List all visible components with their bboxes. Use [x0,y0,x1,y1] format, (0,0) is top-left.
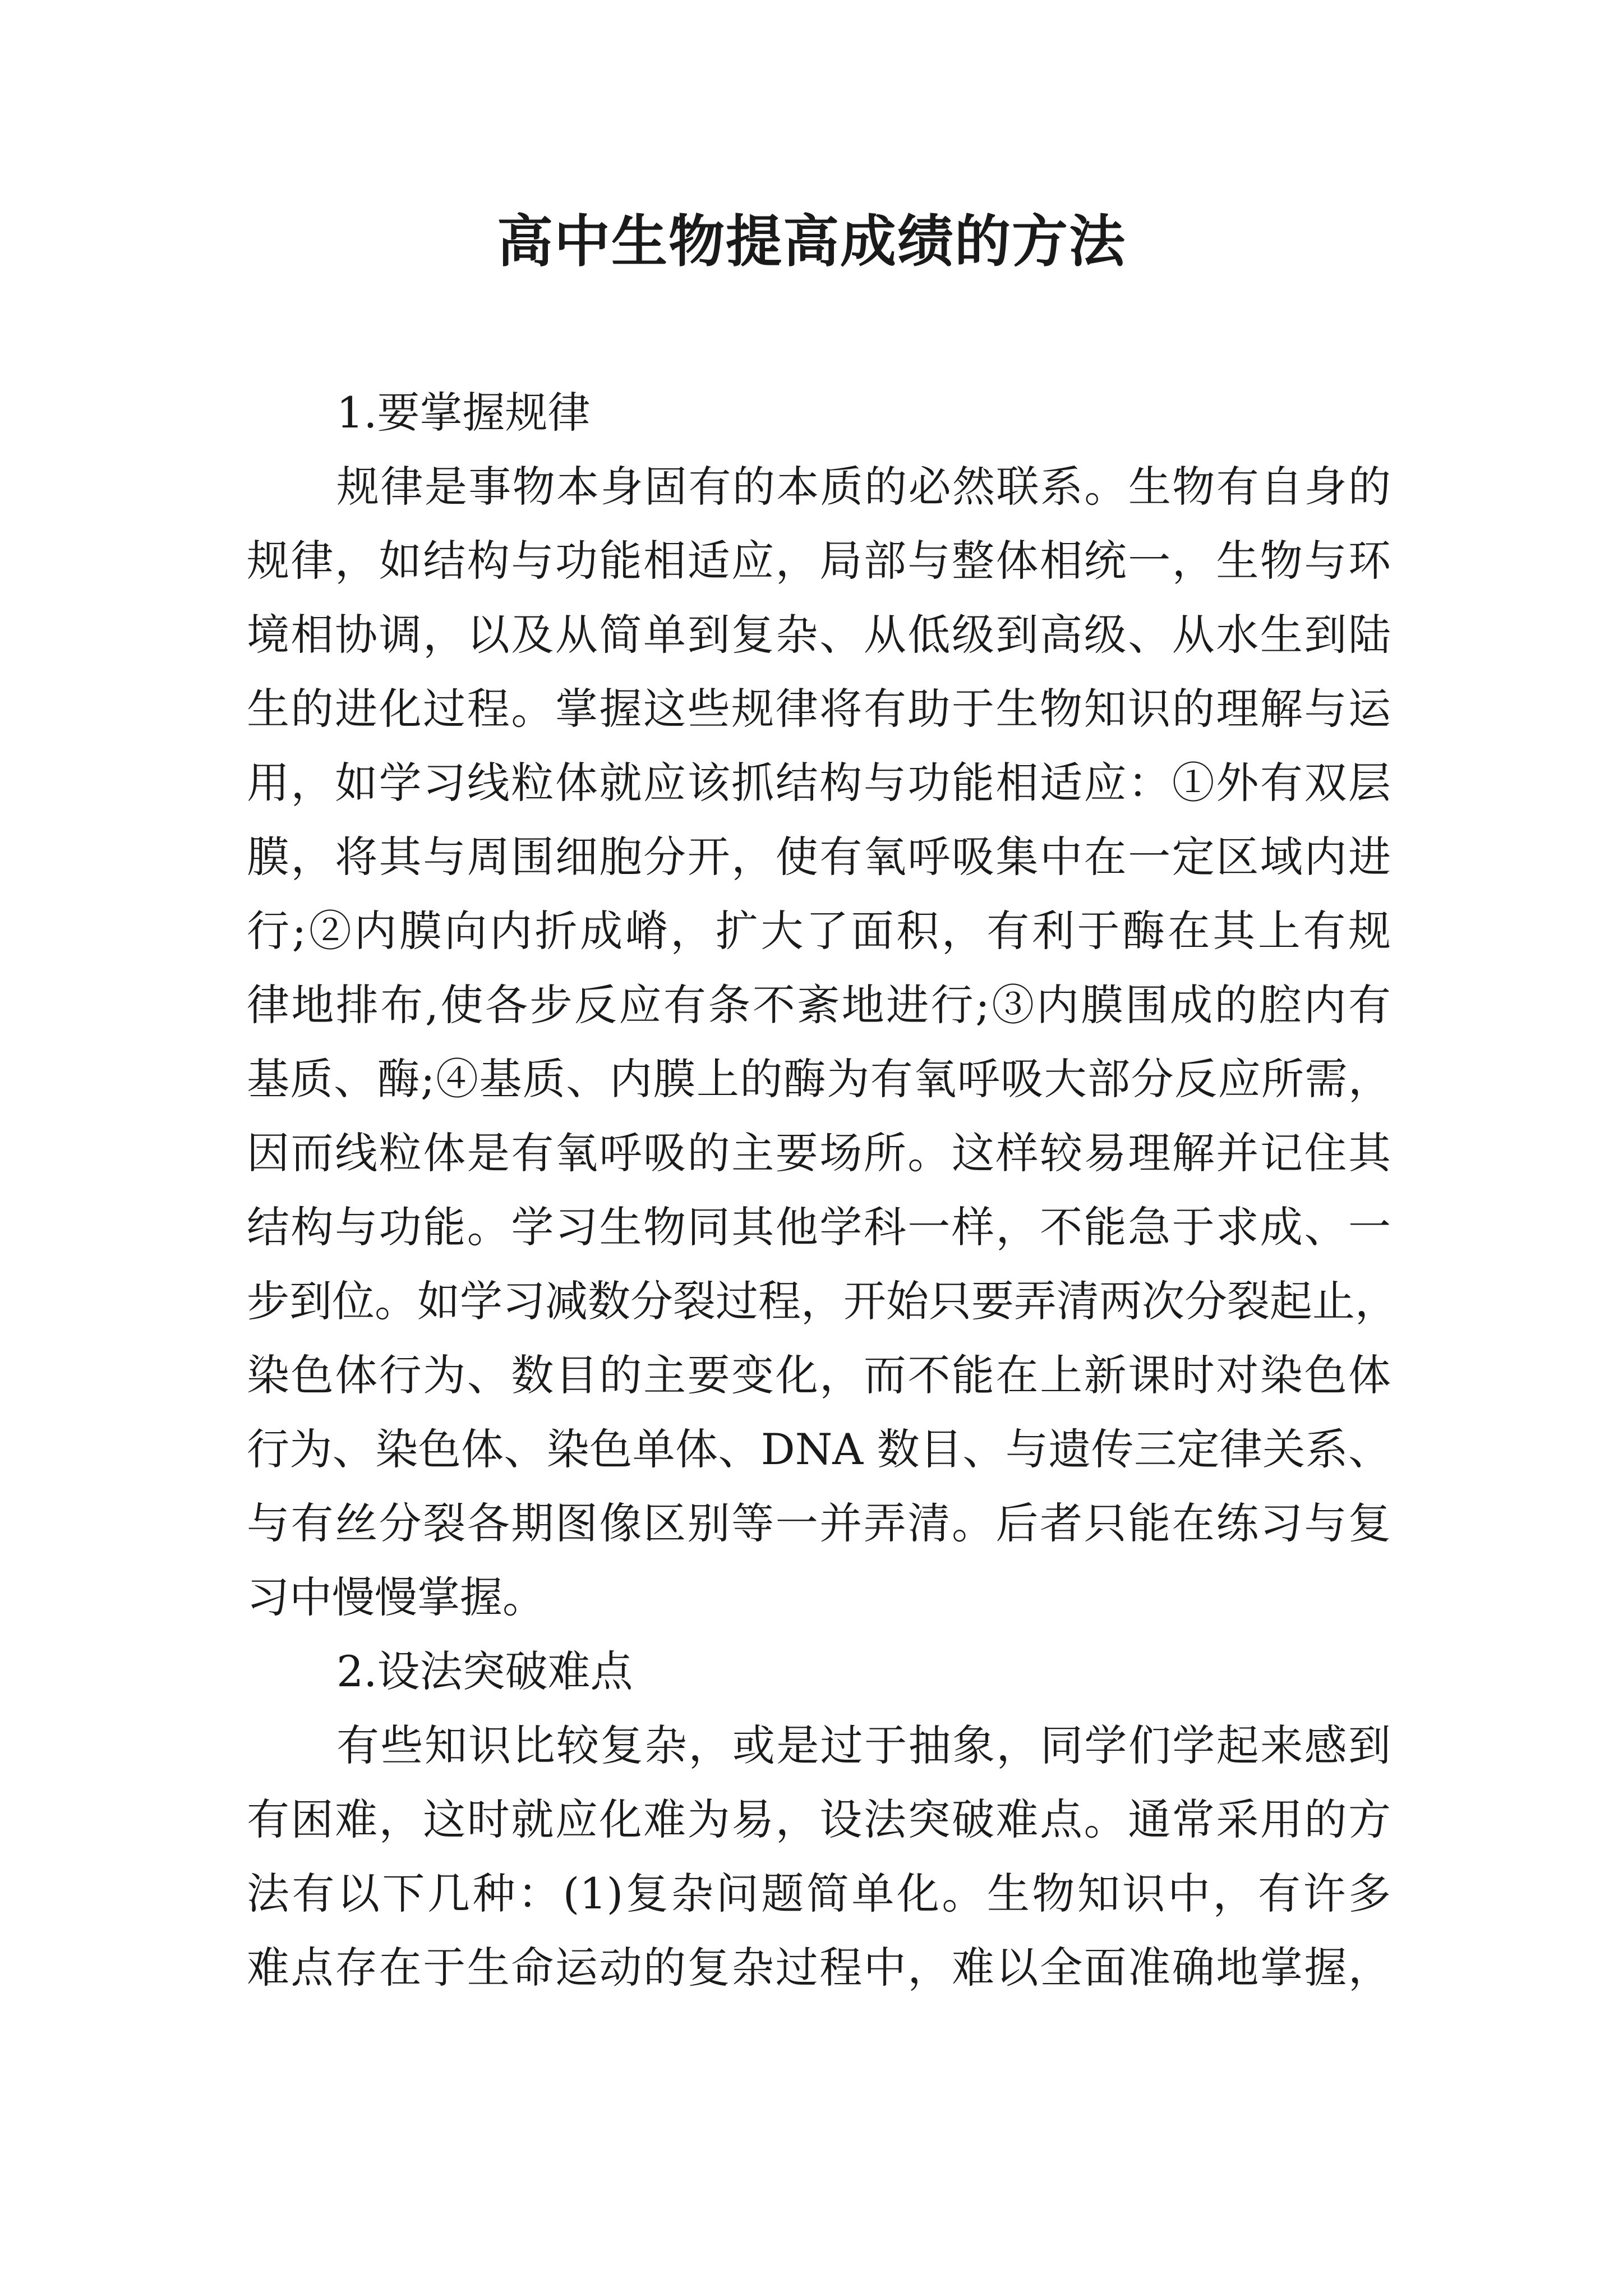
text-line: 基质、酶;④基质、内膜上的酶为有氧呼吸大部分反应所需， [247,1054,1391,1104]
text-line: 1.要掌握规律 [336,388,591,438]
text-line: 法有以下几种：(1)复杂问题简单化。生物知识中，有许多 [247,1869,1391,1918]
text-line: 律地排布,使各步反应有条不紊地进行;③内膜围成的腔内有 [247,980,1391,1030]
text-line: 因而线粒体是有氧呼吸的主要场所。这样较易理解并记住其 [247,1128,1391,1178]
text-line: 结构与功能。学习生物同其他学科一样，不能急于求成、一 [247,1202,1391,1252]
text-line: 境相协调，以及从简单到复杂、从低级到高级、从水生到陆 [247,610,1391,660]
text-line: 行;②内膜向内折成嵴，扩大了面积，有利于酶在其上有规 [247,906,1391,956]
document-body [247,376,1398,2005]
text-line: 生的进化过程。掌握这些规律将有助于生物知识的理解与运 [247,684,1391,734]
text-line: 规律是事物本身固有的本质的必然联系。生物有自身的 [336,462,1391,512]
document-title: 高中生物提高成绩的方法 [497,208,1126,274]
text-line: 行为、染色体、染色单体、DNA 数目、与遗传三定律关系、 [247,1424,1391,1474]
text-line: 膜，将其与周围细胞分开，使有氧呼吸集中在一定区域内进 [247,832,1391,882]
text-line: 染色体行为、数目的主要变化，而不能在上新课时对染色体 [247,1350,1391,1400]
text-line: 步到位。如学习减数分裂过程，开始只要弄清两次分裂起止， [247,1276,1398,1326]
text-line: 与有丝分裂各期图像区别等一并弄清。后者只能在练习与复 [247,1498,1391,1548]
text-line: 用，如学习线粒体就应该抓结构与功能相适应：①外有双层 [247,758,1391,808]
text-line: 规律，如结构与功能相适应，局部与整体相统一，生物与环 [247,536,1391,586]
text-line: 难点存在于生命运动的复杂过程中，难以全面准确地掌握， [247,1943,1391,1993]
text-line: 习中慢慢掌握。 [247,1572,545,1622]
text-line: 有困难，这时就应化难为易，设法突破难点。通常采用的方 [247,1795,1391,1844]
text-line: 2.设法突破难点 [336,1646,633,1696]
text-line: 有些知识比较复杂，或是过于抽象，同学们学起来感到 [336,1720,1391,1770]
